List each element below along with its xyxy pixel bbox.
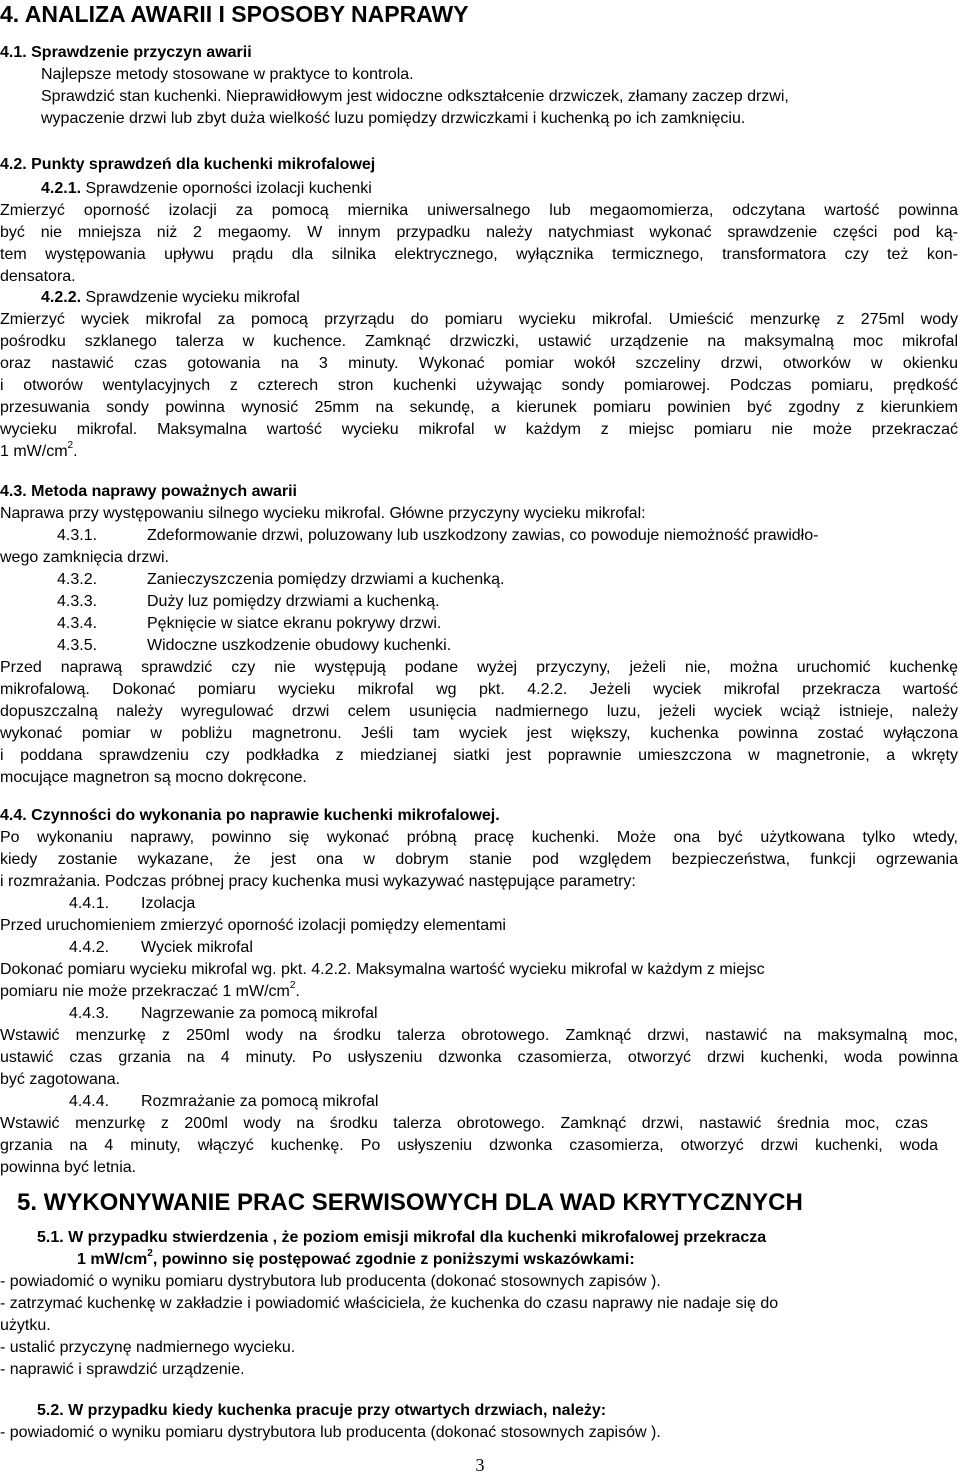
section-4-4-3-line: być zagotowana. <box>0 1071 121 1088</box>
section-5-title: 5. WYKONYWANIE PRAC SERWISOWYCH DLA WAD KRYTYCZNYCH <box>17 1189 803 1216</box>
section-4-2-2-line: Zmierzyć wyciek mikrofal za pomocą przyrządu do pomiaru wycieku mikrofal. Umieścić menzurkę z 275ml wody <box>0 311 958 328</box>
list-item-number: 4.3.3. <box>57 593 98 610</box>
section-4-2-2-title: Sprawdzenie wycieku mikrofal <box>85 289 300 306</box>
section-4-3-line: mikrofalową. Dokonać pomiaru wycieku mikrofal wg pkt. 4.2.2. Jeżeli wyciek mikrofal przekracza wartość <box>0 681 958 698</box>
section-4-4-4-line: powinna być letnia. <box>0 1159 137 1176</box>
section-5-1-item: - naprawić i sprawdzić urządzenie. <box>0 1361 245 1378</box>
superscript: 2 <box>147 1247 153 1259</box>
section-4-4-2-line: Dokonać pomiaru wycieku mikrofal wg. pkt. 4.2.2. Maksymalna wartość wycieku mikrofal w każdym z miejsc <box>0 961 765 978</box>
section-4-2-heading: 4.2. Punkty sprawdzeń dla kuchenki mikrofalowej <box>0 156 376 173</box>
list-item: Duży luz pomiędzy drzwiami a kuchenką. <box>147 593 440 610</box>
section-5-1-item: - zatrzymać kuchenkę w zakładzie i powiadomić właściciela, że kuchenka do czasu naprawy nie nadaje się do <box>0 1295 779 1312</box>
list-item: Widoczne uszkodzenie obudowy kuchenki. <box>147 637 452 654</box>
section-4-4-4-number: 4.4.4. <box>69 1093 110 1110</box>
section-4-2-2-line: i otworów wentylacyjnych z czterech stron kuchenki używając sondy pomiarowej. Podczas pomiaru, prędkość <box>0 377 958 394</box>
section-4-3-intro: Naprawa przy występowaniu silnego wycieku mikrofal. Główne przyczyny wycieku mikrofal: <box>0 505 646 522</box>
punctuation: . <box>73 443 78 460</box>
section-5-1-heading: 5.1. W przypadku stwierdzenia , że poziom emisji mikrofal dla kuchenki mikrofalowej przekracza <box>37 1229 767 1246</box>
section-4-4-heading: 4.4. Czynności do wykonania po naprawie kuchenki mikrofalowej. <box>0 807 500 824</box>
section-4-4-3-line: Wstawić menzurkę z 250ml wody na środku talerza obrotowego. Zamknąć drzwi, nastawić na maksymalną moc, <box>0 1027 958 1044</box>
section-4-2-2-line: pośrodku szklanego talerza w kuchence. Zamknąć drzwiczki, ustawić urządzenie na maksymalną moc mikrofal <box>0 333 958 350</box>
section-4-4-2-title: Wyciek mikrofal <box>141 939 253 956</box>
section-4-2-1-title: Sprawdzenie oporności izolacji kuchenki <box>85 180 372 197</box>
section-4-4-line: kiedy zostanie wykazane, że jest ona w dobrym stanie pod względem bezpieczeństwa, funkcji ogrzewania <box>0 851 958 868</box>
section-4-2-2-heading <box>41 287 300 308</box>
page-number: 3 <box>475 1455 485 1475</box>
section-4-1-line: wypaczenie drzwi lub zbyt duża wielkość luzu pomiędzy drzwiczkami i kuchenką po ich zamknięciu. <box>41 110 746 127</box>
section-4-4-line: i rozmrażania. Podczas próbnej pracy kuchenka musi wykazywać następujące parametry: <box>0 873 636 890</box>
section-4-4-4-line: Wstawić menzurkę z 200ml wody na środku talerza obrotowego. Zamknąć drzwi, nastawić średnia moc, czas <box>0 1115 928 1132</box>
section-5-2-heading: 5.2. W przypadku kiedy kuchenka pracuje przy otwartych drzwiach, należy: <box>37 1402 607 1419</box>
section-4-4-1-line: Przed uruchomieniem zmierzyć oporność izolacji pomiędzy elementami <box>0 917 506 934</box>
section-4-2-1-heading <box>41 178 372 199</box>
superscript: 2 <box>67 439 74 451</box>
section-4-3-heading: 4.3. Metoda naprawy poważnych awarii <box>0 483 297 500</box>
unit-text: 1 mW/cm <box>0 443 68 460</box>
section-4-4-2-last-line <box>0 981 300 1002</box>
section-4-2-2-line: wycieku mikrofal. Maksymalna wartość wycieku mikrofal w każdym z miejsc pomiaru nie może przekraczać <box>0 421 958 438</box>
section-5-1-item: użytku. <box>0 1317 51 1334</box>
section-4-3-line: dopuszczalną należy wyregulować drzwi celem usunięcia nadmiernego luzu, jeżeli wyciek wciąż istnieje, należy <box>0 703 958 720</box>
section-4-2-1-line: Zmierzyć oporność izolacji za pomocą miernika uniwersalnego lub megaomomierza, odczytana wartość powinna <box>0 202 958 219</box>
section-4-1-line: Najlepsze metody stosowane w praktyce to kontrola. <box>41 66 414 83</box>
section-4-2-2-line: przesuwania sondy powinna wynosić 25mm na sekundę, a kierunek pomiaru powinien być zgodny z kierunkiem <box>0 399 958 416</box>
section-4-4-1-title: Izolacja <box>141 895 196 912</box>
section-4-3-line: Przed naprawą sprawdzić czy nie występują podane wyżej przyczyny, jeżeli nie, można uruchomić kuchenkę <box>0 659 958 676</box>
section-4-4-1-number: 4.4.1. <box>69 895 110 912</box>
section-5-1-item: - powiadomić o wyniku pomiaru dystrybutora lub producenta (dokonać stosownych zapisów ). <box>0 1273 661 1290</box>
section-5-1-heading-line-2 <box>77 1249 635 1270</box>
section-4-3-line: wykonać pomiar w pobliżu magnetronu. Jeśli tam wyciek jest większy, kuchenka powinna zostać wyłączona <box>0 725 958 742</box>
section-5-2-item: - powiadomić o wyniku pomiaru dystrybutora lub producenta (dokonać stosownych zapisów ). <box>0 1424 661 1441</box>
section-4-3-line: i poddana sprawdzeniu czy podkładka z miedzianej siatki jest poprawnie umieszczona w magnetronie, a wkręty <box>0 747 958 764</box>
section-4-2-2-line: oraz nastawić czas gotowania na 3 minuty. Wykonać pomiar wokół szczeliny drzwi, otworków w okienku <box>0 355 958 372</box>
list-item: Pęknięcie w siatce ekranu pokrywy drzwi. <box>147 615 442 632</box>
section-4-3-line: mocujące magnetron są mocno dokręcone. <box>0 769 307 786</box>
list-item: Zanieczyszczenia pomiędzy drzwiami a kuchenką. <box>147 571 505 588</box>
section-5-1-item: - ustalić przyczynę nadmiernego wycieku. <box>0 1339 296 1356</box>
section-4-2-1-line: densatora. <box>0 268 76 285</box>
unit-text: 1 mW/cm <box>77 1251 148 1268</box>
section-4-4-4-line: grzania na 4 minuty, włączyć kuchenkę. Po usłyszeniu dzwonka czasomierza, otworzyć drzwi kuchenki, woda <box>0 1137 938 1154</box>
section-4-4-2-number: 4.4.2. <box>69 939 110 956</box>
section-4-4-line: Po wykonaniu naprawy, powinno się wykonać próbną pracę kuchenki. Może ona być użytkowana tylko wtedy, <box>0 829 958 846</box>
section-4-4-3-number: 4.4.3. <box>69 1005 110 1022</box>
list-item-number: 4.3.5. <box>57 637 98 654</box>
list-item-continuation: wego zamknięcia drzwi. <box>0 549 169 566</box>
section-4-1-heading: 4.1. Sprawdzenie przyczyn awarii <box>0 44 252 61</box>
section-4-2-2-number: 4.2.2. <box>41 289 82 306</box>
section-4-2-1-number: 4.2.1. <box>41 180 82 197</box>
list-item-number: 4.3.1. <box>57 527 98 544</box>
section-4-1-line: Sprawdzić stan kuchenki. Nieprawidłowym jest widoczne odkształcenie drzwiczek, złamany zaczep drzwi, <box>41 88 789 105</box>
section-4-4-3-line: ustawić czas grzania na 4 minuty. Po usłyszeniu dzwonka czasomierza, otworzyć drzwi kuchenki, woda powinna <box>0 1049 958 1066</box>
section-4-4-4-title: Rozmrażanie za pomocą mikrofal <box>141 1093 379 1110</box>
list-item-number: 4.3.2. <box>57 571 98 588</box>
list-item: Zdeformowanie drzwi, poluzowany lub uszkodzony zawias, co powoduje niemożność prawidło- <box>147 527 819 544</box>
punctuation: . <box>295 983 300 1000</box>
section-4-4-3-title: Nagrzewanie za pomocą mikrofal <box>141 1005 378 1022</box>
unit-text: pomiaru nie może przekraczać 1 mW/cm <box>0 983 290 1000</box>
superscript: 2 <box>289 979 296 991</box>
list-item-number: 4.3.4. <box>57 615 98 632</box>
section-4-2-1-line: tem występowania upływu prądu dla silnika elektrycznego, wyłącznika termicznego, transformatora czy też kon- <box>0 246 958 263</box>
section-4-2-2-last-line <box>0 441 78 462</box>
heading-continuation: , powinno się postępować zgodnie z poniższymi wskazówkami: <box>152 1251 635 1268</box>
section-4-2-1-line: być nie mniejsza niż 2 megaomy. W innym przypadku należy natychmiast wykonać sprawdzenie części pod ką- <box>0 224 958 241</box>
section-4-title: 4. ANALIZA AWARII I SPOSOBY NAPRAWY <box>0 1 469 27</box>
